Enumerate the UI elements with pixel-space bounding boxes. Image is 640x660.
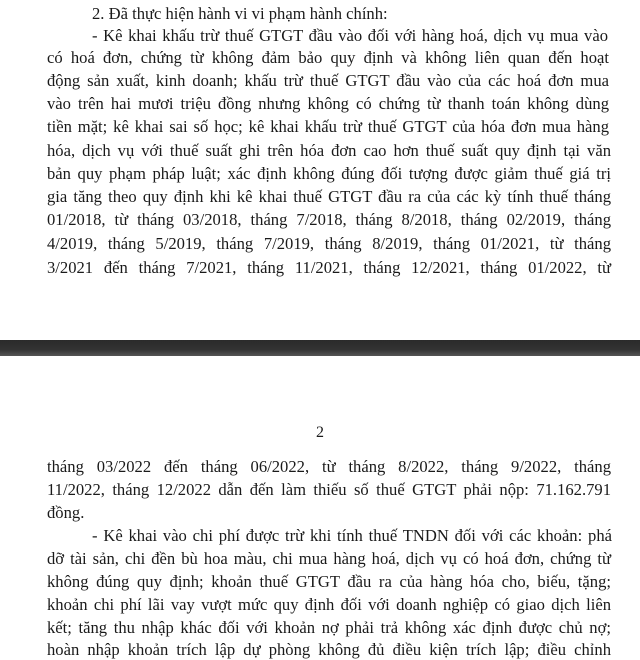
paragraph-line: khoản chi phí lãi vay vượt mức quy định đối với doanh nghiệp có giao dịch liên (47, 595, 611, 614)
paragraph-line: tháng 03/2022 đến tháng 06/2022, từ tháng 8/2022, tháng 9/2022, tháng (47, 457, 611, 476)
paragraph-line: bản quy phạm pháp luật; xác định không đúng đối tượng được giảm thuế giá trị (47, 164, 611, 183)
paragraph-line: 3/2021 đến tháng 7/2021, tháng 11/2021, tháng 12/2021, tháng 01/2022, từ (47, 258, 611, 277)
paragraph-line: gia tăng theo quy định khi kê khai thuế GTGT đầu ra của các kỳ tính thuế tháng (47, 187, 611, 206)
paragraph-line: - Kê khai vào chi phí được trừ khi tính thuế TNDN đối với các khoản: phá (92, 526, 612, 545)
document-page-bottom (0, 356, 640, 659)
paragraph-line: dỡ tài sản, chi đền bù hoa màu, chi mua hàng hoá, dịch vụ có hoá đơn, chứng từ (47, 549, 611, 568)
paragraph-line: vào trên hai mươi triệu đồng nhưng không có chứng từ thanh toán không dùng (47, 94, 609, 113)
paragraph-line: tiền mặt; kê khai sai số học; kê khai khấu trừ thuế GTGT của hóa đơn mua hàng (47, 117, 609, 136)
paragraph-line: hoàn nhập khoản trích lập dự phòng không đủ điều kiện trích lập; điều chỉnh (47, 640, 611, 659)
paragraph-line: động sản xuất, kinh doanh; khấu trừ thuế GTGT đầu vào của các hoá đơn mua (47, 71, 609, 90)
paragraph-line: kết; tăng thu nhập khác đối với khoản nợ phải trả không xác định được chủ nợ; (47, 618, 611, 637)
paragraph-line: - Kê khai khấu trừ thuế GTGT đầu vào đối với hàng hoá, dịch vụ mua vào (92, 26, 608, 45)
section-heading: 2. Đã thực hiện hành vi vi phạm hành chính: (92, 4, 388, 23)
paragraph-line: đồng. (47, 503, 85, 522)
paragraph-line: 01/2018, từ tháng 03/2018, tháng 7/2018, tháng 8/2018, tháng 02/2019, tháng (47, 210, 611, 229)
paragraph-line: 4/2019, tháng 5/2019, tháng 7/2019, tháng 8/2019, tháng 01/2021, từ tháng (47, 234, 611, 253)
page-number: 2 (316, 424, 324, 441)
paragraph-line: hóa, dịch vụ với thuế suất ghi trên hóa đơn cao hơn thuế suất quy định tại văn (47, 141, 611, 160)
paragraph-line: có hoá đơn, chứng từ không đảm bảo quy định và không liên quan đến hoạt (47, 48, 609, 67)
paragraph-line: 11/2022, tháng 12/2022 dẫn đến làm thiếu số thuế GTGT phải nộp: 71.162.791 (47, 480, 611, 499)
paragraph-line: không đúng quy định; khoản thuế GTGT đầu ra của hàng hóa cho, biếu, tặng; (47, 572, 611, 591)
page-break-divider (0, 340, 640, 356)
